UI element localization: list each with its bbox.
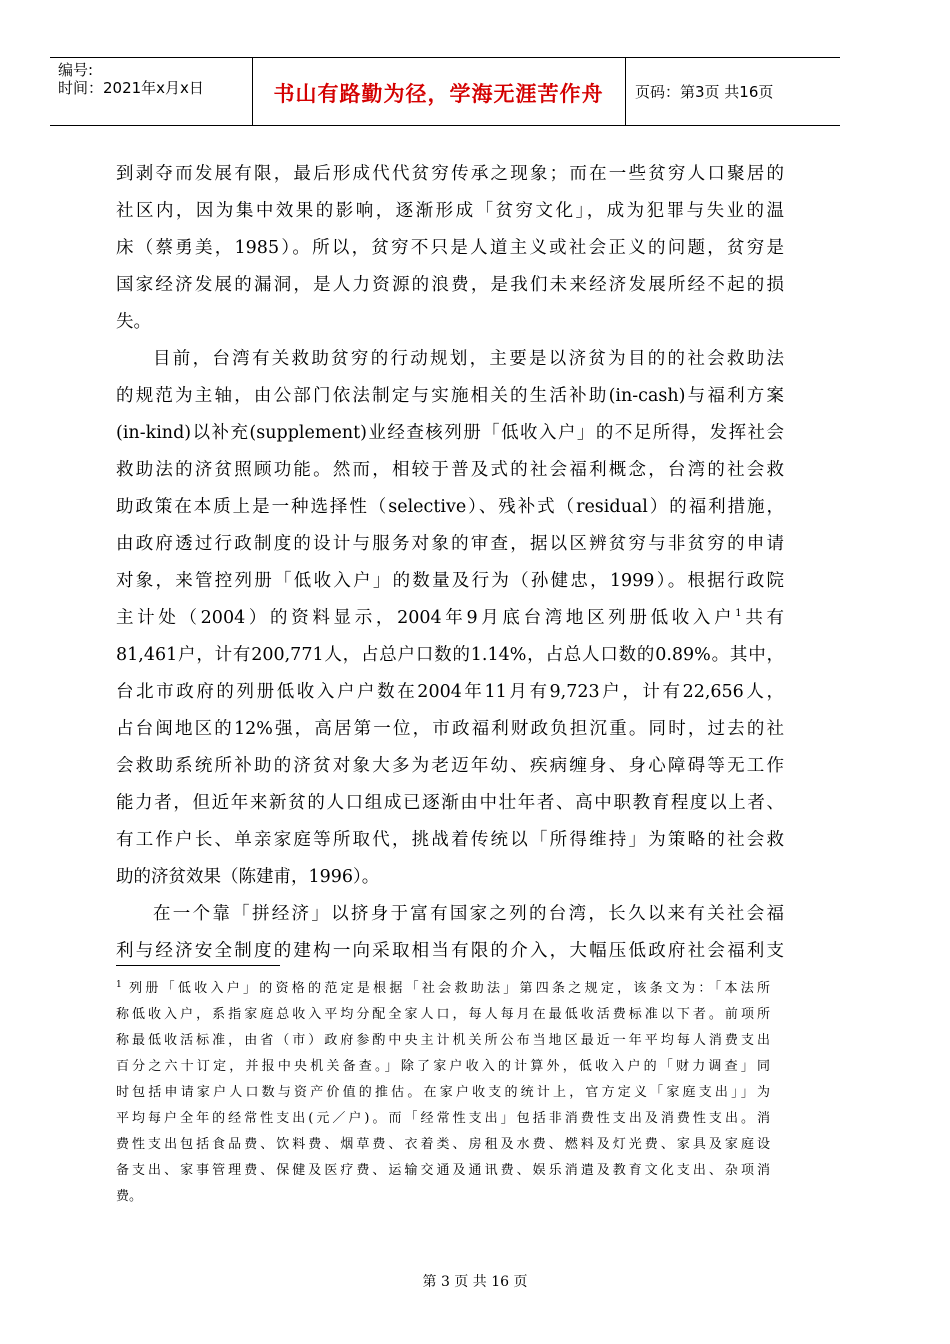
body-line-with-footnote [116,600,784,637]
body-line: 救助法的济贫照顾功能。然而，相较于普及式的社会福利概念，台湾的社会救 [116,460,784,480]
body-text [116,156,784,970]
body-line: 对象，来管控列册「低收入户」的数量及行为（孙健忠，1999）。根据行政院 [116,571,784,591]
header-meta-cell [50,58,253,125]
page-footer: 第 3 页 共 16 页 [422,1274,528,1290]
body-line: 台北市政府的列册低收入户户数在2004年11月有9,723户，计有22,656人， [116,682,784,702]
body-line: 目前，台湾有关救助贫穷的行动规划，主要是以济贫为目的的社会救助法 [153,349,784,369]
body-line: 床（蔡勇美，1985）。所以，贫穷不只是人道主义或社会正义的问题，贫穷是 [116,238,784,258]
body-line: 利与经济安全制度的建构一向采取相当有限的介入，大幅压低政府社会福利支 [116,941,784,961]
body-line: 由政府透过行政制度的设计与服务对象的审查，据以区辨贫穷与非贫穷的申请 [116,534,784,554]
footnote-line: 平均每户全年的经常性支出(元／户)。而「经常性支出」包括非消费性支出及消费性支出。消 [116,1111,770,1126]
body-line-part: 共有 [741,608,784,628]
footnote-line-text: 列册「低收入户」的资格的范定是根据「社会救助法」第四条之规定，该条文为：「本法所 [121,981,770,996]
body-line: 的规范为主轴，由公部门依法制定与实施相关的生活补助(in-cash)与福利方案 [116,386,784,406]
footnote-divider [116,965,280,966]
footnote-number: 1 [116,980,122,990]
body-line: 社区内，因为集中效果的影响，逐渐形成「贫穷文化」，成为犯罪与失业的温 [116,201,784,221]
body-line: 助的济贫效果（陈建甫，1996）。 [116,867,380,887]
document-number-label: 编号: [58,61,94,79]
body-line: 到剥夺而发展有限，最后形成代代贫穷传承之现象；而在一些贫穷人口聚居的 [116,164,784,184]
body-line: 会救助系统所补助的济贫对象大多为老迈年幼、疾病缠身、身心障碍等无工作 [116,756,784,776]
footnote-line [116,976,770,1002]
footnote-line: 称最低收活标准，由省（市）政府参酌中央主计机关所公布当地区最近一年平均每人消费支出 [116,1033,770,1048]
footnote-line: 称低收入户，系指家庭总收入平均分配全家人口，每人每月在最低收活费标准以下者。前项所 [116,1007,770,1022]
body-line: (in-kind)以补充(supplement)业经查核列册「低收入户」的不足所得，发挥社会 [116,423,784,443]
document-time-label: 时间：2021年x月x日 [58,79,204,97]
header-motto-cell [252,58,626,125]
body-line: 在一个靠「拼经济」以挤身于富有国家之列的台湾，长久以来有关社会福 [153,904,784,924]
body-line: 助政策在本质上是一种选择性（selective）、残补式（residual）的福利措施， [116,497,784,517]
body-line: 失。 [116,312,151,332]
header-page-cell [625,58,840,125]
page-header [50,57,840,126]
footnote [116,976,770,1210]
header-page-info: 页码：第3页 共16页 [635,83,774,101]
footnote-reference[interactable]: 1 [735,608,742,619]
footnote-line: 费性支出包括食品费、饮料费、烟草费、衣着类、房租及水费、燃料及灯光费、家具及家庭设 [116,1137,770,1152]
footnote-line: 备支出、家事管理费、保健及医疗费、运输交通及通讯费、娱乐消遣及教育文化支出、杂项消 [116,1163,770,1178]
body-line: 占台闽地区的12%强，高居第一位，市政福利财政负担沉重。同时，过去的社 [116,719,784,739]
body-line: 国家经济发展的漏洞，是人力资源的浪费，是我们未来经济发展所经不起的损 [116,275,784,295]
body-line: 有工作户长、单亲家庭等所取代，挑战着传统以「所得维持」为策略的社会救 [116,830,784,850]
footnote-line: 时包括申请家户人口数与资产价值的推估。在家户收支的统计上，官方定义「家庭支出」」为 [116,1085,770,1100]
body-line-part: 主计处（2004）的资料显示，2004年9月底台湾地区列册低收入户 [116,608,736,628]
body-line: 81,461户，计有200,771人，占总户口数的1.14%，占总人口数的0.89%。其中， [116,645,784,665]
footnote-line: 百分之六十订定，并报中央机关备查。」除了家户收入的计算外，低收入户的「财力调查」同 [116,1059,770,1074]
body-line: 能力者，但近年来新贫的人口组成已逐渐由中壮年者、高中职教育程度以上者、 [116,793,784,813]
header-motto: 书山有路勤为径，学海无涯苦作舟 [273,82,604,106]
footnote-line: 费。 [116,1189,143,1204]
